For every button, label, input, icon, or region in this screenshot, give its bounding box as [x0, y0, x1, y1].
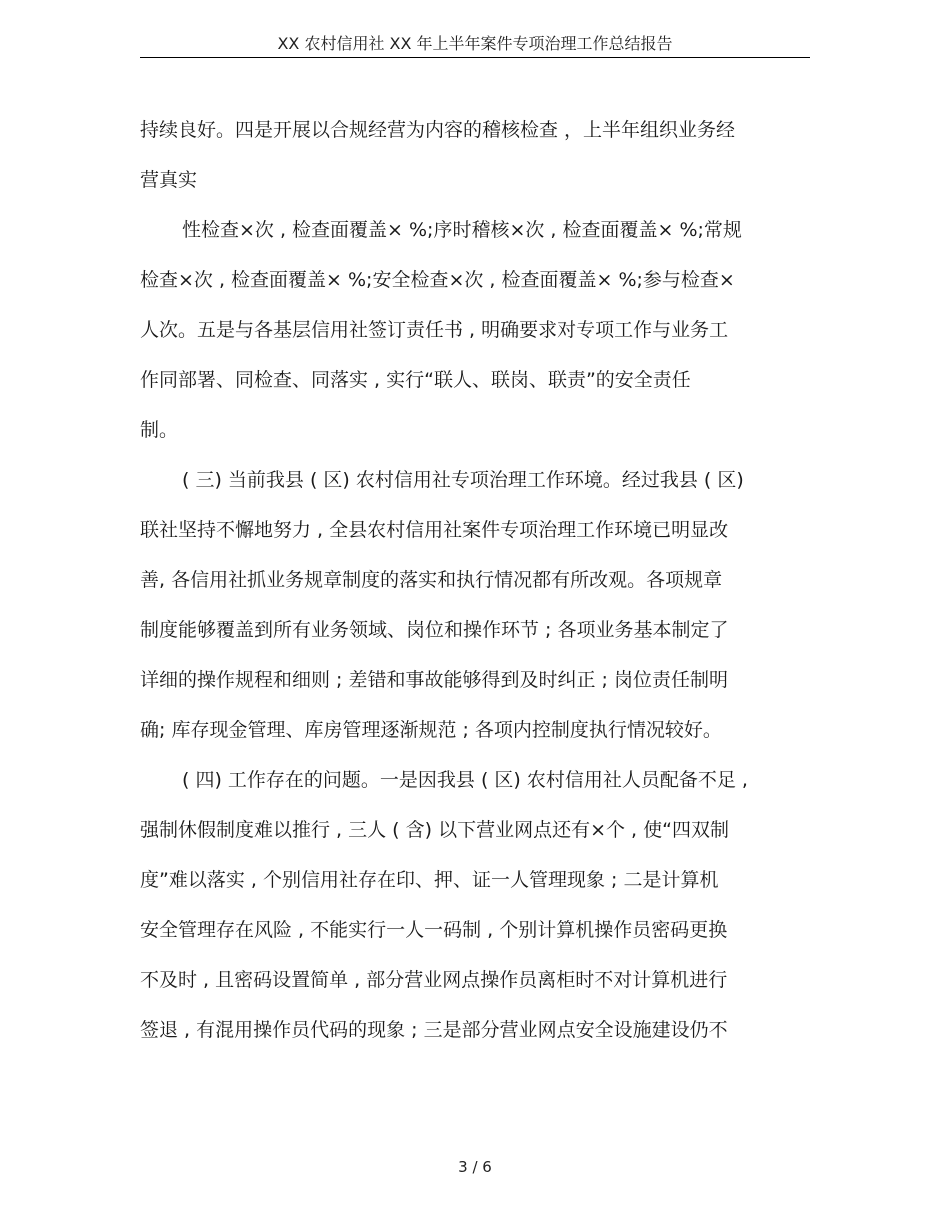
- text-line: 善, 各信用社抓业务规章制度的落实和执行情况都有所改观。各项规章: [140, 569, 723, 591]
- text-line: 联社坚持不懈地努力 , 全县农村信用社案件专项治理工作环境已明显改: [140, 519, 729, 541]
- text-line: 人次。五是与各基层信用社签订责任书 , 明确要求对专项工作与业务工: [140, 319, 729, 341]
- text-line: 营真实: [140, 169, 198, 191]
- text-line: 持续良好。四是开展以合规经营为内容的稽核检查 ，上半年组织业务经: [140, 119, 736, 141]
- text-line: ( 三) 当前我县 ( 区) 农村信用社专项治理工作环境。经过我县 ( 区): [182, 469, 744, 491]
- text-line: 确; 库存现金管理、库房管理逐渐规范 ; 各项内控制度执行情况较好。: [140, 719, 722, 741]
- text-line: ( 四) 工作存在的问题。一是因我县 ( 区) 农村信用社人员配备不足 ,: [182, 769, 748, 791]
- text-line: 检查×次 , 检查面覆盖× %;安全检查×次 , 检查面覆盖× %;参与检查×: [140, 269, 735, 291]
- text-line: 签退 , 有混用操作员代码的现象 ; 三是部分营业网点安全设施建设仍不: [140, 1019, 728, 1041]
- document-body: [140, 105, 810, 1055]
- text-line: 不及时 , 且密码设置简单 , 部分营业网点操作员离柜时不对计算机进行: [140, 969, 728, 991]
- page-number: 3 / 6: [458, 1158, 492, 1176]
- text-line: 作同部署、同检查、同落实 , 实行“联人、联岗、联责”的安全责任: [140, 369, 691, 391]
- text-line: 制度能够覆盖到所有业务领域、岗位和操作环节 ; 各项业务基本制定了: [140, 619, 729, 641]
- page-header-title: XX 农村信用社 XX 年上半年案件专项治理工作总结报告: [277, 34, 673, 53]
- text-line: 详细的操作规程和细则 ; 差错和事故能够得到及时纠正 ; 岗位责任制明: [140, 669, 728, 691]
- text-line: 性检查×次 , 检查面覆盖× %;序时稽核×次 , 检查面覆盖× %;常规: [182, 219, 742, 241]
- text-line: 制。: [140, 419, 179, 441]
- header-divider: [140, 57, 810, 58]
- text-line: 安全管理存在风险 , 不能实行一人一码制 , 个别计算机操作员密码更换: [140, 919, 728, 941]
- text-line: 度”难以落实 , 个别信用社存在印、押、证一人管理现象 ; 二是计算机: [140, 869, 719, 891]
- text-line: 强制休假制度难以推行 , 三人 ( 含) 以下营业网点还有×个 , 使“四双制: [140, 819, 729, 841]
